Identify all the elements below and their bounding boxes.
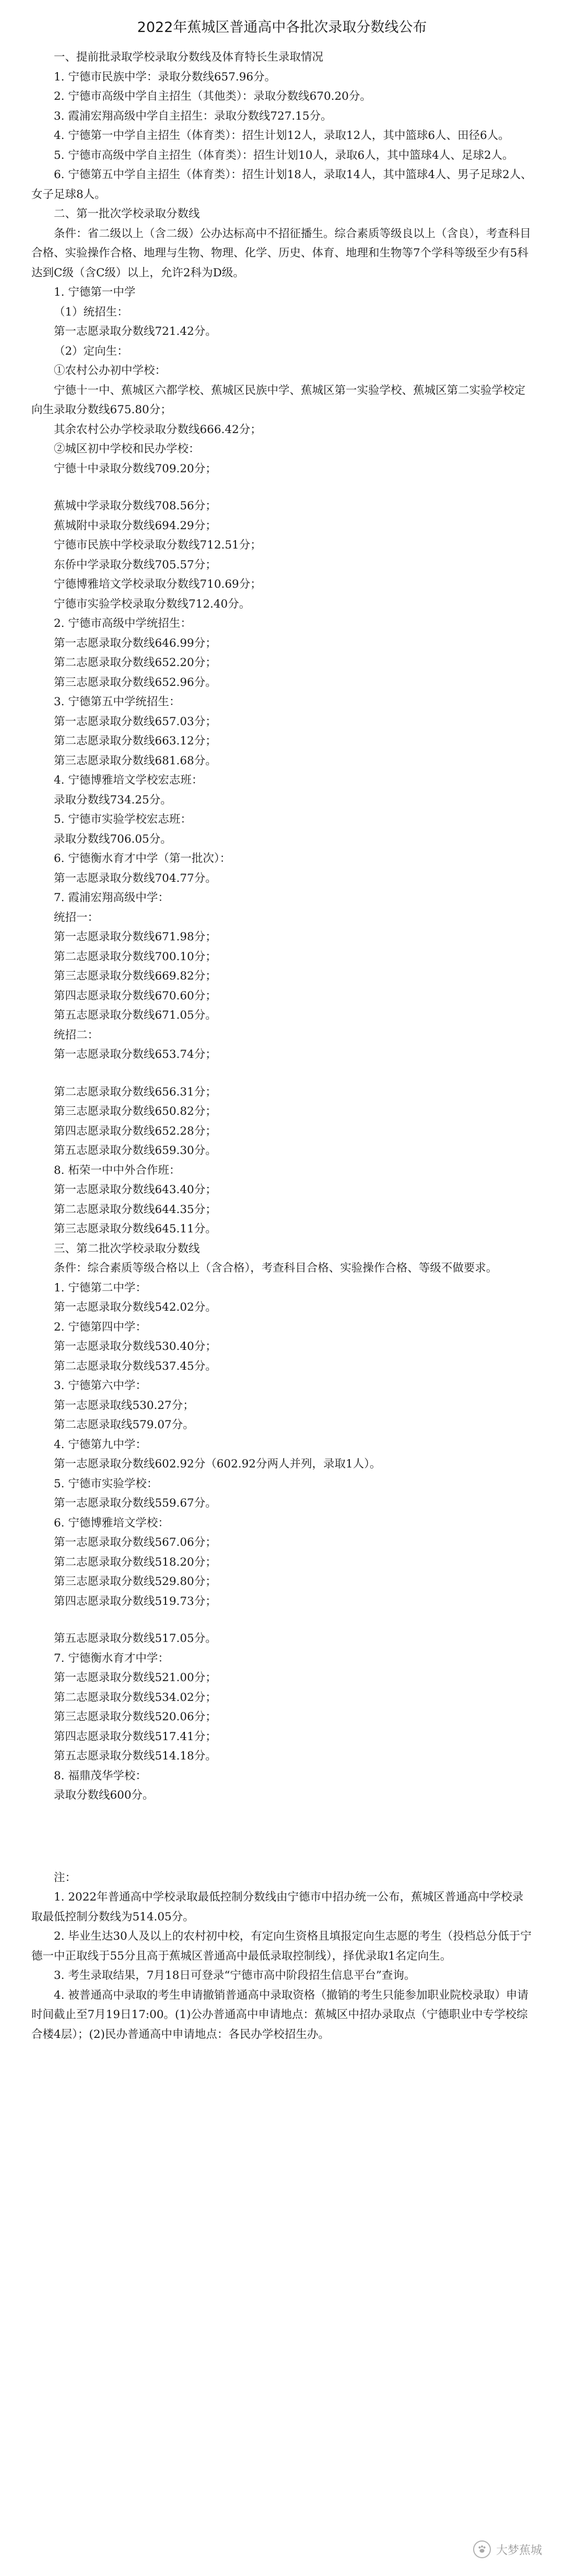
doc-line: 第三志愿录取分数线652.96分。 [54,675,217,689]
doc-line: 6. 宁德博雅培文学校： [54,1516,169,1530]
doc-line: 第二志愿录取分数线656.31分； [54,1085,217,1099]
spacer [31,1805,533,1868]
doc-line: 7. 霞浦宏翔高级中学： [54,891,169,904]
doc-line: 第二志愿录取分数线644.35分； [54,1203,217,1216]
doc-line: 1. 2022年普通高中学校录取最低控制分数线由宁德市中招办统一公布，蕉城区普通高中学校录取最低控制分数线为514.05分。 [31,1891,524,1924]
doc-line: 第二志愿录取线579.07分。 [54,1418,194,1431]
doc-line: 3. 宁德第五中学统招生： [54,695,181,708]
doc-line: 三、第二批次学校录取分数线 [54,1242,200,1255]
doc-line: 第四志愿录取分数线519.73分； [54,1594,217,1608]
doc-line: 5. 宁德市高级中学自主招生（体育类）：招生计划10人，录取6人，其中篮球4人、足球2人。 [54,148,514,162]
doc-line: 第一志愿录取分数线567.06分； [54,1536,217,1549]
doc-line: 第四志愿录取分数线670.60分； [54,989,217,1003]
paw-icon [473,2540,491,2558]
doc-line: 宁德十一中、蕉城区六都学校、蕉城区民族中学、蕉城区第一实验学校、蕉城区第二实验学校定向生录取分数线675.80分； [31,383,526,416]
doc-line: 第一志愿录取分数线704.77分。 [54,871,217,885]
doc-line: 第三志愿录取分数线529.80分； [54,1575,217,1588]
doc-line: 第一志愿录取分数线521.00分； [54,1671,217,1684]
doc-line: 5. 宁德市实验学校宏志班： [54,813,192,826]
doc-line: 8. 福鼎茂华学校： [54,1769,147,1782]
doc-line: 条件：综合素质等级合格以上（含合格），考查科目合格、实验操作合格、等级不做要求。 [54,1262,498,1275]
doc-line: 第二志愿录取分数线518.20分； [54,1555,217,1569]
doc-line: 统招二： [54,1028,99,1042]
doc-line: 蕉城附中录取分数线694.29分； [54,519,217,532]
doc-line: 第三志愿录取分数线650.82分； [54,1105,217,1118]
doc-line: 第一志愿录取分数线530.40分； [54,1340,217,1353]
spacer [31,1611,533,1629]
doc-line: 2. 宁德第四中学： [54,1320,147,1334]
doc-line: 第二志愿录取分数线534.02分； [54,1691,217,1704]
doc-line: 第一志愿录取分数线646.99分； [54,636,217,650]
doc-line: 3. 宁德第六中学： [54,1379,147,1392]
spacer [31,1065,533,1082]
doc-line: 录取分数线706.05分。 [54,832,172,846]
doc-line: ①农村公办初中学校： [54,364,167,377]
doc-line: 第一志愿录取分数线542.02分。 [54,1301,217,1314]
doc-line: 2. 宁德市高级中学自主招生（其他类）：录取分数线670.20分。 [54,90,371,103]
doc-line: 第三志愿录取分数线681.68分。 [54,754,217,767]
doc-line: 东侨中学录取分数线705.57分； [54,558,217,572]
doc-line: 第一志愿录取分数线602.92分（602.92分两人并列，录取1人）。 [54,1458,381,1471]
doc-line: 第二志愿录取分数线663.12分； [54,735,217,748]
spacer [31,479,533,496]
doc-line: 3. 考生录取结果，7月18日可登录“宁德市高中阶段招生信息平台”查询。 [54,1969,416,1982]
doc-line: （2）定向生： [54,344,128,358]
doc-line: 第二志愿录取分数线537.45分。 [54,1359,217,1373]
doc-line: ②城区初中学校和民办学校： [54,442,200,456]
page-title: 2022年蕉城区普通高中各批次录取分数线公布 [137,19,427,36]
doc-line: 1. 宁德第二中学： [54,1281,147,1295]
doc-line: 注： [54,1871,77,1884]
doc-line: 第五志愿录取分数线517.05分。 [54,1632,217,1645]
doc-line: 宁德十中录取分数线709.20分； [54,462,217,475]
doc-line: 录取分数线734.25分。 [54,793,172,807]
doc-line: 4. 宁德第九中学： [54,1438,147,1451]
doc-line: 第一志愿录取分数线657.03分； [54,715,217,728]
doc-line: 其余农村公办学校录取分数线666.42分； [54,423,262,436]
doc-line: 第一志愿录取分数线721.42分。 [54,325,217,338]
doc-line: 5. 宁德市实验学校： [54,1477,158,1490]
doc-line: 4. 被普通高中录取的考生申请撤销普通高中录取资格（撤销的考生只能参加职业院校录取）申请时间截止至7月19日17:00。(1)公办普通高中申请地点：蕉城区中招办录取点（宁德职业中专学校综合楼4层）；(2)民办普通高中申请地点：各民办学校招生办。 [31,1988,528,2041]
doc-line: 宁德市实验学校录取分数线712.40分。 [54,597,251,611]
doc-line: 7. 宁德衡水育才中学： [54,1651,169,1665]
doc-line: 二、第一批次学校录取分数线 [54,207,200,220]
doc-line: 第一志愿录取分数线643.40分； [54,1183,217,1196]
doc-line: 3. 霞浦宏翔高级中学自主招生：录取分数线727.15分。 [54,109,332,123]
doc-line: 第一志愿录取分数线671.98分； [54,930,217,943]
doc-line: 1. 宁德第一中学 [54,286,136,299]
doc-line: 第二志愿录取分数线652.20分； [54,656,217,669]
document-body [31,48,533,2044]
doc-line: 宁德博雅培文学校录取分数线710.69分； [54,578,262,591]
doc-line: 第五志愿录取分数线514.18分。 [54,1750,217,1763]
doc-line: 录取分数线600分。 [54,1789,154,1802]
doc-line: 第三志愿录取分数线645.11分。 [54,1222,217,1235]
doc-line: 第五志愿录取分数线659.30分。 [54,1144,217,1157]
doc-line: 第四志愿录取分数线517.41分； [54,1730,217,1743]
watermark [473,2540,542,2558]
doc-line: 2. 宁德市高级中学统招生： [54,617,192,630]
doc-line: 8. 柘荣一中中外合作班： [54,1163,181,1177]
doc-line: 第三志愿录取分数线520.06分； [54,1710,217,1723]
doc-line: 4. 宁德博雅培文学校宏志班： [54,774,203,787]
doc-line: （1）统招生： [54,305,128,319]
doc-line: 统招一： [54,911,99,924]
doc-line: 宁德市民族中学校录取分数线712.51分； [54,539,262,552]
doc-line: 4. 宁德第一中学自主招生（体育类）：招生计划12人，录取12人，其中篮球6人、田径6人。 [54,129,510,142]
doc-line: 6. 宁德衡水育才中学（第一批次）： [54,852,231,865]
doc-line: 第一志愿录取分数线559.67分。 [54,1497,217,1510]
doc-line: 第一志愿录取分数线653.74分； [54,1048,217,1061]
doc-line: 2. 毕业生达30人及以上的农村初中校，有定向生资格且填报定向生志愿的考生（投档总分低于宁德一中正取线于55分且高于蕉城区普通高中最低录取控制线），择优录取1名定向生。 [31,1930,532,1963]
doc-line: 一、提前批录取学校录取分数线及体育特长生录取情况 [54,51,324,64]
doc-line: 条件：省二级以上（含二级）公办达标高中不招征播生。综合素质等级良以上（含良），考查科目合格、实验操作合格、地理与生物、物理、化学、历史、体育、地理和生物等7个学科等级至少有5科达到C级（含C级）以上，允许2科为D级。 [31,227,531,279]
doc-line: 第一志愿录取线530.27分； [54,1398,194,1412]
doc-line: 6. 宁德第五中学自主招生（体育类）：招生计划18人，录取14人，其中篮球4人、男子足球2人、女子足球8人。 [31,168,532,201]
watermark-text: 大梦蕉城 [496,2544,542,2557]
doc-line: 第三志愿录取分数线669.82分； [54,970,217,983]
doc-line: 第二志愿录取分数线700.10分； [54,950,217,963]
doc-line: 第五志愿录取分数线671.05分。 [54,1009,217,1022]
doc-line: 蕉城中学录取分数线708.56分； [54,499,217,512]
doc-line: 第四志愿录取分数线652.28分； [54,1124,217,1138]
doc-line: 1. 宁德市民族中学：录取分数线657.96分。 [54,70,276,84]
